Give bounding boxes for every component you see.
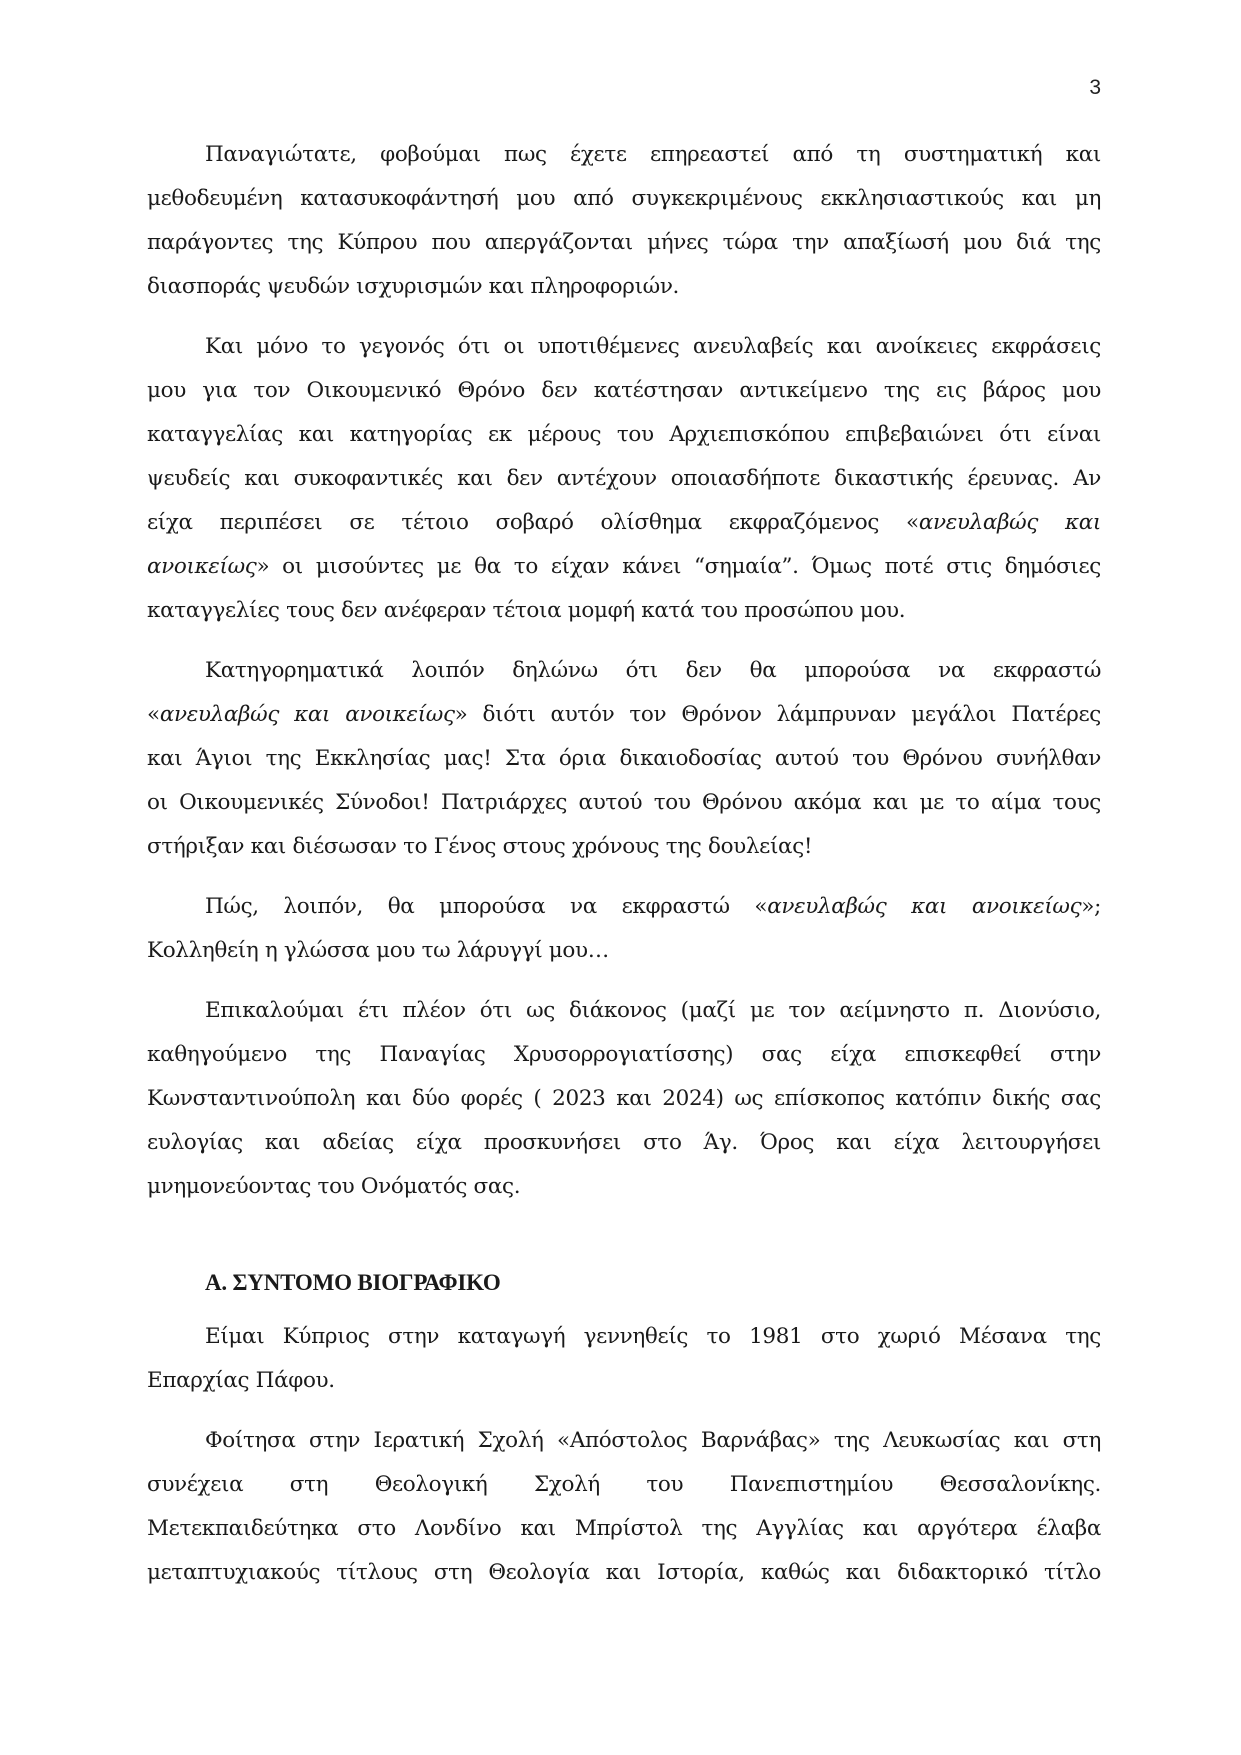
text-run: « (147, 702, 160, 727)
paragraph-2 (147, 325, 1101, 633)
paragraph-5 (147, 989, 1101, 1209)
text-run: » οι μισούντες με θα το είχαν κάνει “σημαία”. Όμως ποτέ στις δημόσιες (256, 554, 1101, 579)
text-line: καθηγούμενο της Παναγίας Χρυσορρογιατίσσης) σας είχα επισκεφθεί στην (147, 1042, 1101, 1067)
text-line: μου για τον Οικουμενικό Θρόνο δεν κατέστησαν αντικείμενο της εις βάρος μου (147, 378, 1101, 403)
section-heading: Α. ΣΥΝΤΟΜΟ ΒΙΟΓΡΑΦΙΚΟ (205, 1270, 501, 1295)
text-line: Κατηγορηματικά λοιπόν δηλώνω ότι δεν θα μπορούσα να εκφραστώ (205, 658, 1101, 683)
bio-paragraph-1 (147, 1315, 1101, 1403)
text-line: Κωνσταντινούπολη και δύο φορές ( 2023 και 2024) ως επίσκοπος κατόπιν δικής σας (147, 1086, 1101, 1111)
text-line (147, 693, 1101, 737)
text-run: » διότι αυτόν τον Θρόνον λάμπρυναν μεγάλοι Πατέρες (454, 702, 1101, 727)
text-line: καταγγελίας και κατηγορίας εκ μέρους του Αρχιεπισκόπου επιβεβαιώνει ότι είναι (147, 422, 1101, 447)
text-line (147, 501, 1101, 545)
text-run: Πώς, λοιπόν, θα μπορούσα να εκφραστώ « (205, 894, 768, 919)
text-line: μνημονεύοντας του Ονόματός σας. (147, 1174, 521, 1199)
text-line (147, 885, 1101, 929)
text-line: Κολληθείη η γλώσσα μου τω λάρυγγί μου… (147, 938, 609, 963)
text-line: μεταπτυχιακούς τίτλους στη Θεολογία και Ιστορία, καθώς και διδακτορικό τίτλο (147, 1560, 1101, 1585)
text-line: Είμαι Κύπριος στην καταγωγή γεννηθείς το 1981 στο χωριό Μέσανα της (205, 1324, 1101, 1349)
text-line: στήριξαν και διέσωσαν το Γένος στους χρόνους της δουλείας! (147, 834, 813, 859)
text-line: ψευδείς και συκοφαντικές και δεν αντέχουν οποιασδήποτε δικαστικής έρευνας. Αν (147, 466, 1101, 491)
text-line: Φοίτησα στην Ιερατική Σχολή «Απόστολος Βαρνάβας» της Λευκωσίας και στη (205, 1428, 1101, 1453)
text-run: είχα περιπέσει σε τέτοιο σοβαρό ολίσθημα εκφραζόμενος « (147, 510, 919, 535)
text-line: διασποράς ψευδών ισχυρισμών και πληροφοριών. (147, 274, 680, 299)
document-body (147, 133, 1101, 1611)
text-line: Επικαλούμαι έτι πλέον ότι ως διάκονος (μαζί με τον αείμνηστο π. Διονύσιο, (205, 998, 1101, 1023)
text-line: Επαρχίας Πάφου. (147, 1368, 335, 1393)
italic-quote: ανοικείως (147, 554, 257, 579)
text-line: παράγοντες της Κύπρου που απεργάζονται μήνες τώρα την απαξίωσή μου διά της (147, 230, 1101, 255)
text-line: οι Οικουμενικές Σύνοδοι! Πατριάρχες αυτού του Θρόνου ακόμα και με το αίμα τους (147, 790, 1101, 815)
text-run: »; (1081, 894, 1101, 919)
text-line: Μετεκπαιδεύτηκα στο Λονδίνο και Μπρίστολ της Αγγλίας και αργότερα έλαβα (147, 1516, 1101, 1541)
text-line: καταγγελίες τους δεν ανέφεραν τέτοια μομφή κατά του προσώπου μου. (147, 598, 906, 623)
paragraph-3 (147, 649, 1101, 869)
text-line: Και μόνο το γεγονός ότι οι υποτιθέμενες ανευλαβείς και ανοίκειες εκφράσεις (205, 334, 1101, 359)
text-line: μεθοδευμένη κατασυκοφάντησή μου από συγκεκριμένους εκκλησιαστικούς και μη (147, 186, 1101, 211)
text-line: Παναγιώτατε, φοβούμαι πως έχετε επηρεαστεί από τη συστηματική και (205, 142, 1101, 167)
paragraph-4 (147, 885, 1101, 973)
text-line: ευλογίας και αδείας είχα προσκυνήσει στο Άγ. Όρος και είχα λειτουργήσει (147, 1130, 1101, 1155)
bio-paragraph-2 (147, 1419, 1101, 1595)
text-line: και Άγιοι της Εκκλησίας μας! Στα όρια δικαιοδοσίας αυτού του Θρόνου συνήλθαν (147, 746, 1101, 771)
italic-quote: ανευλαβώς και ανοικείως (159, 702, 455, 727)
page-number: 3 (1089, 76, 1101, 99)
paragraph-1 (147, 133, 1101, 309)
italic-quote: ανευλαβώς και ανοικείως (767, 894, 1082, 919)
text-line (147, 545, 1101, 589)
text-line: συνέχεια στη Θεολογική Σχολή του Πανεπιστημίου Θεσσαλονίκης. (147, 1472, 1101, 1497)
italic-quote: ανευλαβώς και (918, 510, 1101, 535)
